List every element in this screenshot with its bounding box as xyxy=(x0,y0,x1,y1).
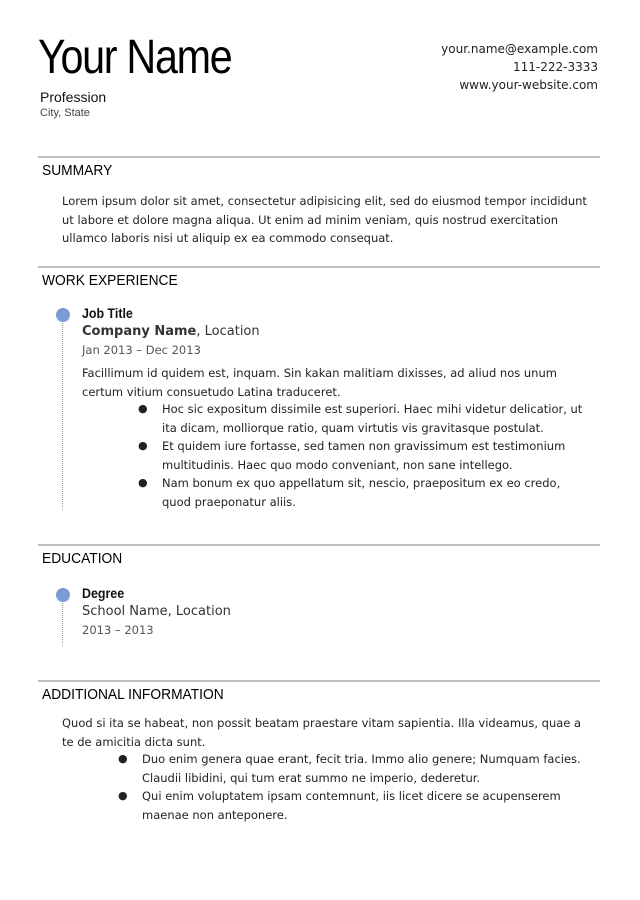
job-title: Job Title xyxy=(82,306,133,321)
degree: Degree xyxy=(82,586,125,601)
list-item xyxy=(138,400,590,437)
website-link[interactable]: www.your-website.com xyxy=(459,78,598,92)
timeline-dot-icon xyxy=(56,588,70,602)
section-divider xyxy=(38,680,600,682)
bullet-text: Duo enim genera quae erant, fecit tria. Immo alio genere; Numquam facies. Claudii libidini, qui tum erat summo ne imperio, dederetur. xyxy=(142,752,581,785)
company-location: , Location xyxy=(196,324,260,339)
bullet-icon: ● xyxy=(138,402,148,415)
school-name: School Name, Location xyxy=(82,604,231,619)
resume-name: Your Name xyxy=(38,31,232,84)
city-state: City, State xyxy=(40,107,90,119)
work-experience-heading: WORK EXPERIENCE xyxy=(42,272,178,289)
bullet-text: Hoc sic expositum dissimile est superiori. Haec mihi videtur delicatior, ut ita dicam, molliorque ratio, quam virtutis vis gravitasque postulat. xyxy=(162,402,583,435)
list-item xyxy=(118,750,600,787)
job-description: Facillimum id quidem est, inquam. Sin kakan malitiam dixisses, ad aliud nos unum certum vitium consuetudo Latina traduceret. xyxy=(82,366,557,399)
section-divider xyxy=(38,266,600,268)
summary-heading: SUMMARY xyxy=(42,162,113,179)
additional-information-heading: ADDITIONAL INFORMATION xyxy=(42,686,224,703)
list-item xyxy=(118,787,600,824)
bullet-text: Nam bonum ex quo appellatum sit, nescio, praepositum ex eo credo, quod praeponatur aliis. xyxy=(162,476,561,509)
bullet-icon: ● xyxy=(118,752,128,765)
work-timeline-line xyxy=(62,312,63,510)
company-name: Company Name xyxy=(82,324,197,339)
section-divider xyxy=(38,156,600,158)
additional-text: Quod si ita se habeat, non possit beatam praestare vitam sapientia. Illa videamus, quae a te de amicitia dicta sunt. xyxy=(62,716,582,749)
job-dates: Jan 2013 – Dec 2013 xyxy=(82,343,201,357)
list-item xyxy=(138,474,590,511)
bullet-text: Qui enim voluptatem ipsam contemnunt, iis licet dicere se acupenserem maenae non anteponere. xyxy=(142,789,561,822)
education-dates: 2013 – 2013 xyxy=(82,623,154,637)
phone-number: 111-222-3333 xyxy=(512,60,598,74)
list-item xyxy=(138,437,590,474)
profession: Profession xyxy=(40,89,107,105)
contact-info xyxy=(441,40,598,94)
timeline-dot-icon xyxy=(56,308,70,322)
email-link[interactable]: your.name@example.com xyxy=(441,42,598,56)
company-line xyxy=(82,324,260,339)
job-bullet-list xyxy=(138,400,590,511)
summary-text: Lorem ipsum dolor sit amet, consectetur adipisicing elit, sed do eiusmod tempor incididunt ut labore et dolore magna aliqua. Ut enim ad minim veniam, quis nostrud exercitation ullamco laboris nisi ut aliquip ex ea commodo consequat. xyxy=(62,194,587,245)
bullet-text: Et quidem iure fortasse, sed tamen non gravissimum est testimonium multitudinis. Haec quo modo conveniant, non sane intellego. xyxy=(162,439,566,472)
education-heading: EDUCATION xyxy=(42,550,123,567)
bullet-icon: ● xyxy=(118,789,128,802)
additional-bullet-list xyxy=(118,750,600,824)
bullet-icon: ● xyxy=(138,439,148,452)
section-divider xyxy=(38,544,600,546)
bullet-icon: ● xyxy=(138,476,148,489)
